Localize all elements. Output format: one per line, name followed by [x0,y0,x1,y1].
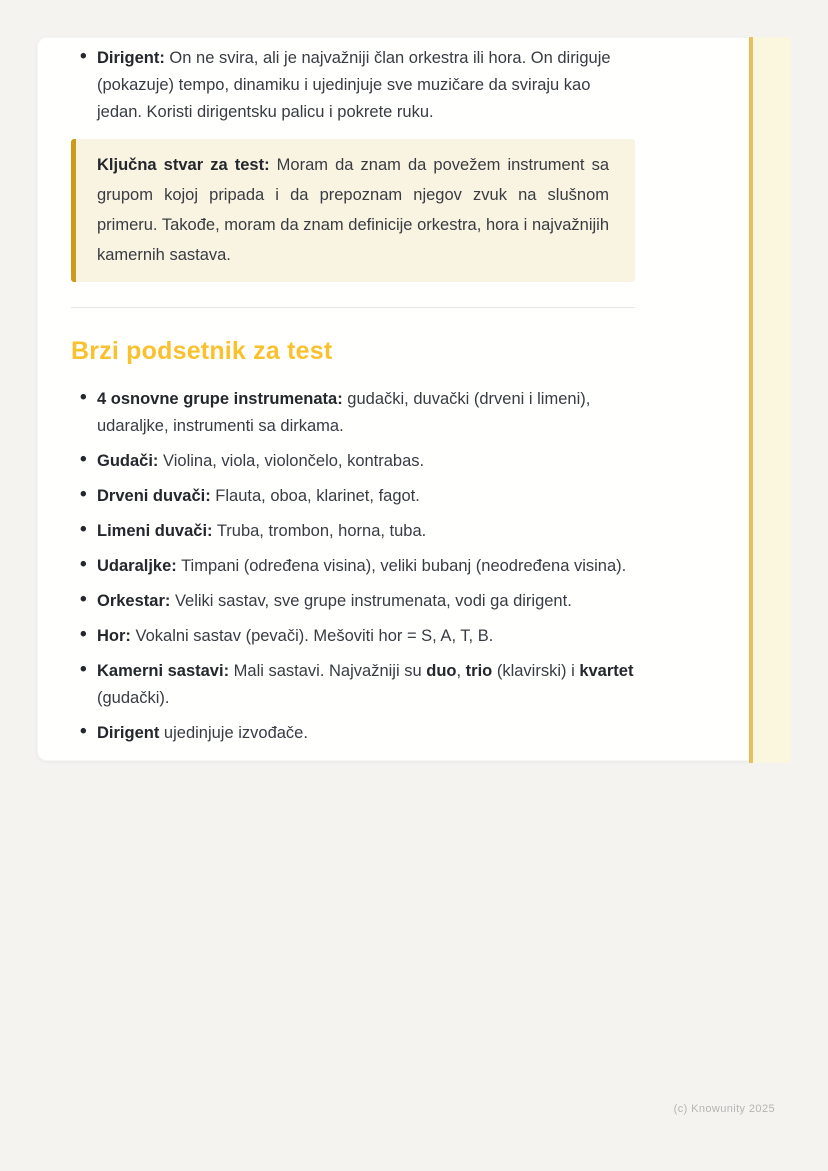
list-item [97,386,634,440]
summary-bullet-list [71,386,634,747]
text-run: Violina, viola, violončelo, kontrabas. [158,452,425,470]
document-page [37,37,749,761]
term-bold: Kamerni sastavi: [97,662,230,680]
text-run: Truba, trombon, horna, tuba. [212,522,427,540]
text-run: Flauta, oboa, klarinet, fagot. [210,487,420,505]
list-item [97,448,634,475]
text-run: (gudački). [97,689,170,707]
term-bold: Drveni duvači: [97,487,211,505]
list-item [97,483,634,510]
list-item [97,720,634,747]
intro-bullet-list [71,45,634,126]
text-run: Timpani (određena visina), veliki bubanj (neodređena visina). [176,557,627,575]
term-bold: Udaraljke: [97,557,177,575]
list-item [97,588,634,615]
term-bold: Hor: [97,627,131,645]
text-run: Vokalni sastav (pevači). Mešoviti hor = S, A, T, B. [130,627,494,645]
term-bold: Gudači: [97,452,159,470]
text-run: Moram da znam da povežem instrument sa grupom kojoj pripada i da prepoznam njegov zvuk na slušnom primeru. Takođe, moram da znam definicije orkestra, hora i najvažnijih kamernih sastava. [97,156,609,264]
text-run: Veliki sastav, sve grupe instrumenata, vodi ga dirigent. [170,592,572,610]
list-item [97,45,634,126]
list-item [97,518,634,545]
text-run: gudački, duvački (drveni i limeni), udaraljke, instrumenti sa dirkama. [97,390,591,435]
term-bold: kvartet [579,662,634,680]
term-bold: Limeni duvači: [97,522,213,540]
term-bold: Dirigent [97,724,160,742]
text-run: ujedinjuje izvođače. [159,724,308,742]
text-run: Mali sastavi. Najvažniji su [229,662,427,680]
section-divider [71,307,635,308]
list-item [97,658,634,712]
next-page-edge [749,37,791,763]
text-run: , [456,662,466,680]
list-item [97,553,634,580]
section-title: Brzi podsetnik za test [71,337,333,365]
callout-text [97,150,609,270]
list-item [97,623,634,650]
term-bold: Dirigent: [97,49,165,67]
term-bold: duo [426,662,457,680]
term-bold: Ključna stvar za test: [97,156,270,174]
term-bold: 4 osnovne grupe instrumenata: [97,390,343,408]
text-run: On ne svira, ali je najvažniji član orkestra ili hora. On diriguje (pokazuje) tempo, dinamiku i ujedinjuje sve muzičare da sviraju kao jedan. Koristi dirigentsku palicu i pokrete ruku. [97,49,611,121]
copyright-watermark: (c) Knowunity 2025 [673,1103,775,1115]
key-point-callout [71,139,635,282]
term-bold: trio [465,662,493,680]
term-bold: Orkestar: [97,592,171,610]
text-run: (klavirski) i [492,662,580,680]
